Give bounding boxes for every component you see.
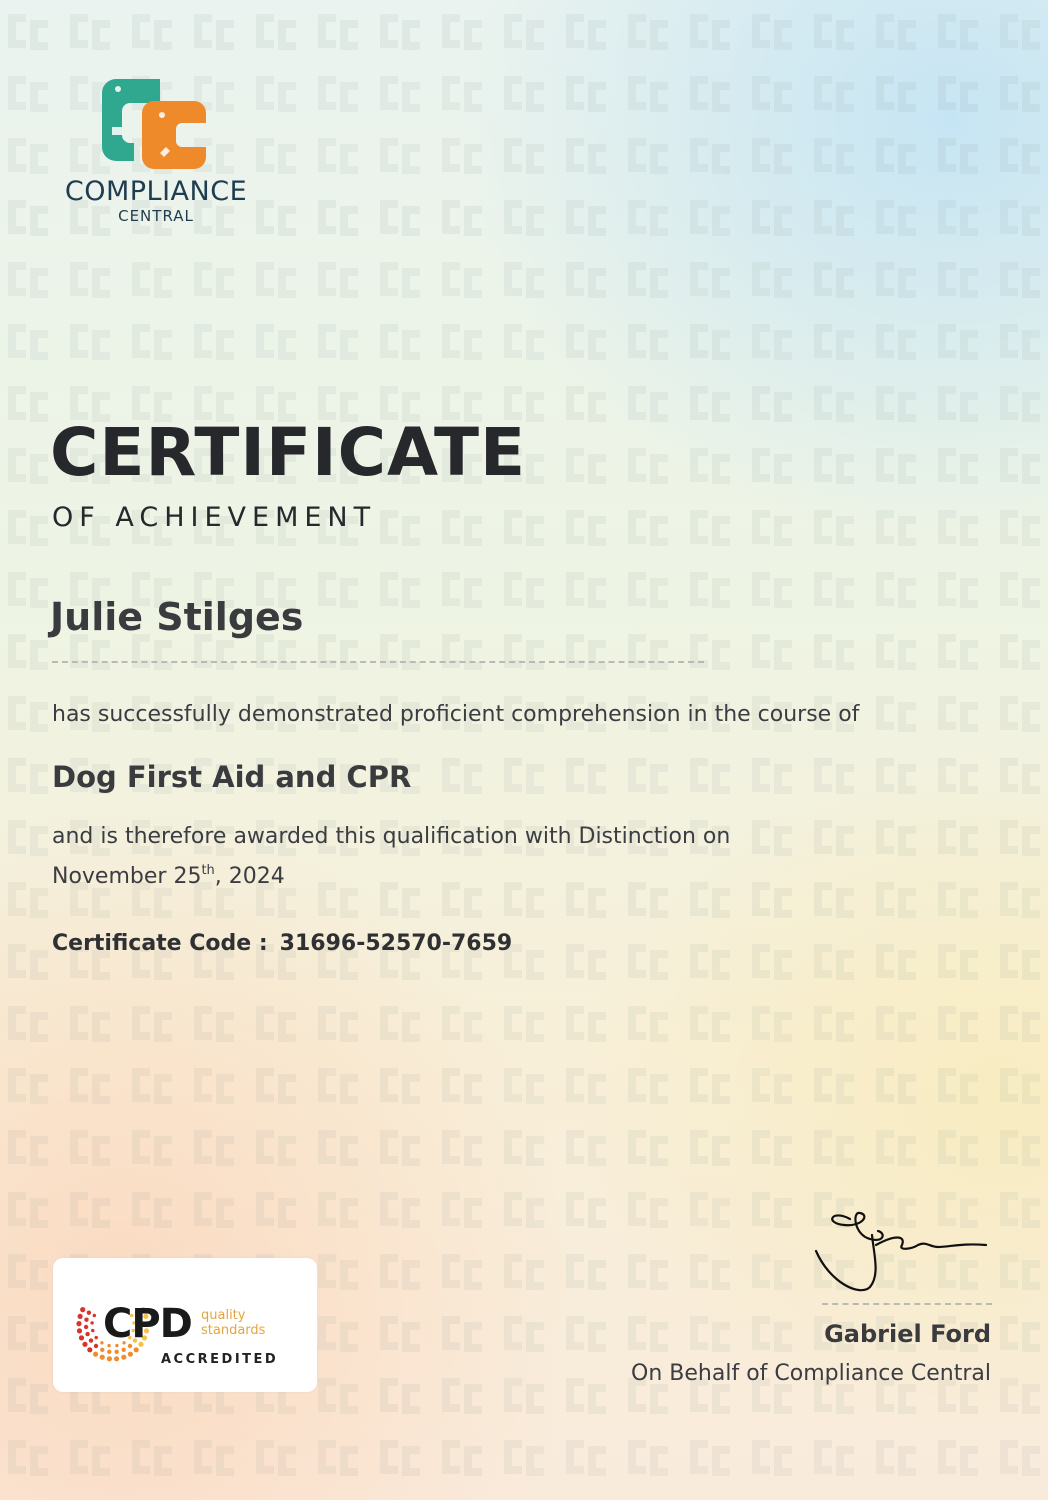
cpd-dot [100, 1348, 104, 1352]
cpd-dot [94, 1344, 98, 1348]
cpd-dot [114, 1356, 119, 1361]
cpd-dot [78, 1314, 83, 1319]
award-date [52, 862, 285, 892]
awarded-text: and is therefore awarded this qualification with Distinction on [52, 824, 731, 849]
cpd-dot [87, 1311, 91, 1315]
award-date-suffix: th [201, 863, 215, 878]
cpd-dot [93, 1314, 96, 1317]
award-date-month-day: November 25 [52, 864, 202, 889]
award-date-year: , 2024 [214, 864, 285, 889]
cpd-quality-text: quality [201, 1308, 246, 1323]
cpd-dot [82, 1342, 87, 1347]
intro-text: has successfully demonstrated proficient comprehension in the course of [52, 702, 860, 727]
cpd-dot [77, 1328, 82, 1333]
certificate-title: CERTIFICATE [50, 414, 527, 491]
logo-subtext: CENTRAL [118, 207, 194, 225]
cpd-dot [107, 1356, 112, 1361]
cpd-dot [80, 1307, 85, 1312]
cpd-standards-text: standards [201, 1323, 266, 1338]
cpd-dot [134, 1347, 139, 1352]
cpd-dot [107, 1350, 111, 1354]
cpd-accredited-badge [53, 1258, 317, 1392]
cc-logo-icon [102, 75, 208, 171]
cpd-dot [87, 1347, 92, 1352]
cpd-dot [122, 1348, 126, 1352]
handwritten-signature [810, 1205, 995, 1300]
course-name: Dog First Aid and CPR [52, 760, 412, 794]
cpd-dot [79, 1335, 84, 1340]
cpd-dot [121, 1355, 126, 1360]
cpd-dot [89, 1338, 93, 1342]
signatory-organization: On Behalf of Compliance Central [631, 1361, 991, 1386]
cpd-accredited-text: ACCREDITED [161, 1352, 279, 1367]
cpd-dot [76, 1321, 81, 1326]
cpd-dot [91, 1329, 94, 1332]
cpd-dot [90, 1321, 93, 1324]
cpd-dot [100, 1355, 105, 1360]
cpd-dot [115, 1350, 119, 1354]
cpd-dot [84, 1325, 88, 1329]
certificate-subtitle: OF ACHIEVEMENT [52, 502, 377, 533]
recipient-name: Julie Stilges [50, 595, 304, 639]
compliance-central-logo [50, 75, 262, 230]
certificate-code [52, 929, 512, 959]
cpd-dot [84, 1318, 88, 1322]
certificate-code-value: 31696-52570-7659 [279, 931, 513, 956]
cpd-wordmark: CPD [103, 1301, 192, 1347]
signature-divider [822, 1303, 992, 1305]
signatory-name: Gabriel Ford [824, 1320, 991, 1348]
cpd-dot [95, 1336, 98, 1339]
cpd-dot [85, 1332, 89, 1336]
cpd-dot [128, 1352, 133, 1357]
certificate-code-label: Certificate Code : [52, 931, 268, 956]
recipient-divider [52, 661, 704, 663]
cpd-dot [93, 1352, 98, 1357]
logo-wordmark: COMPLIANCE [64, 176, 248, 207]
